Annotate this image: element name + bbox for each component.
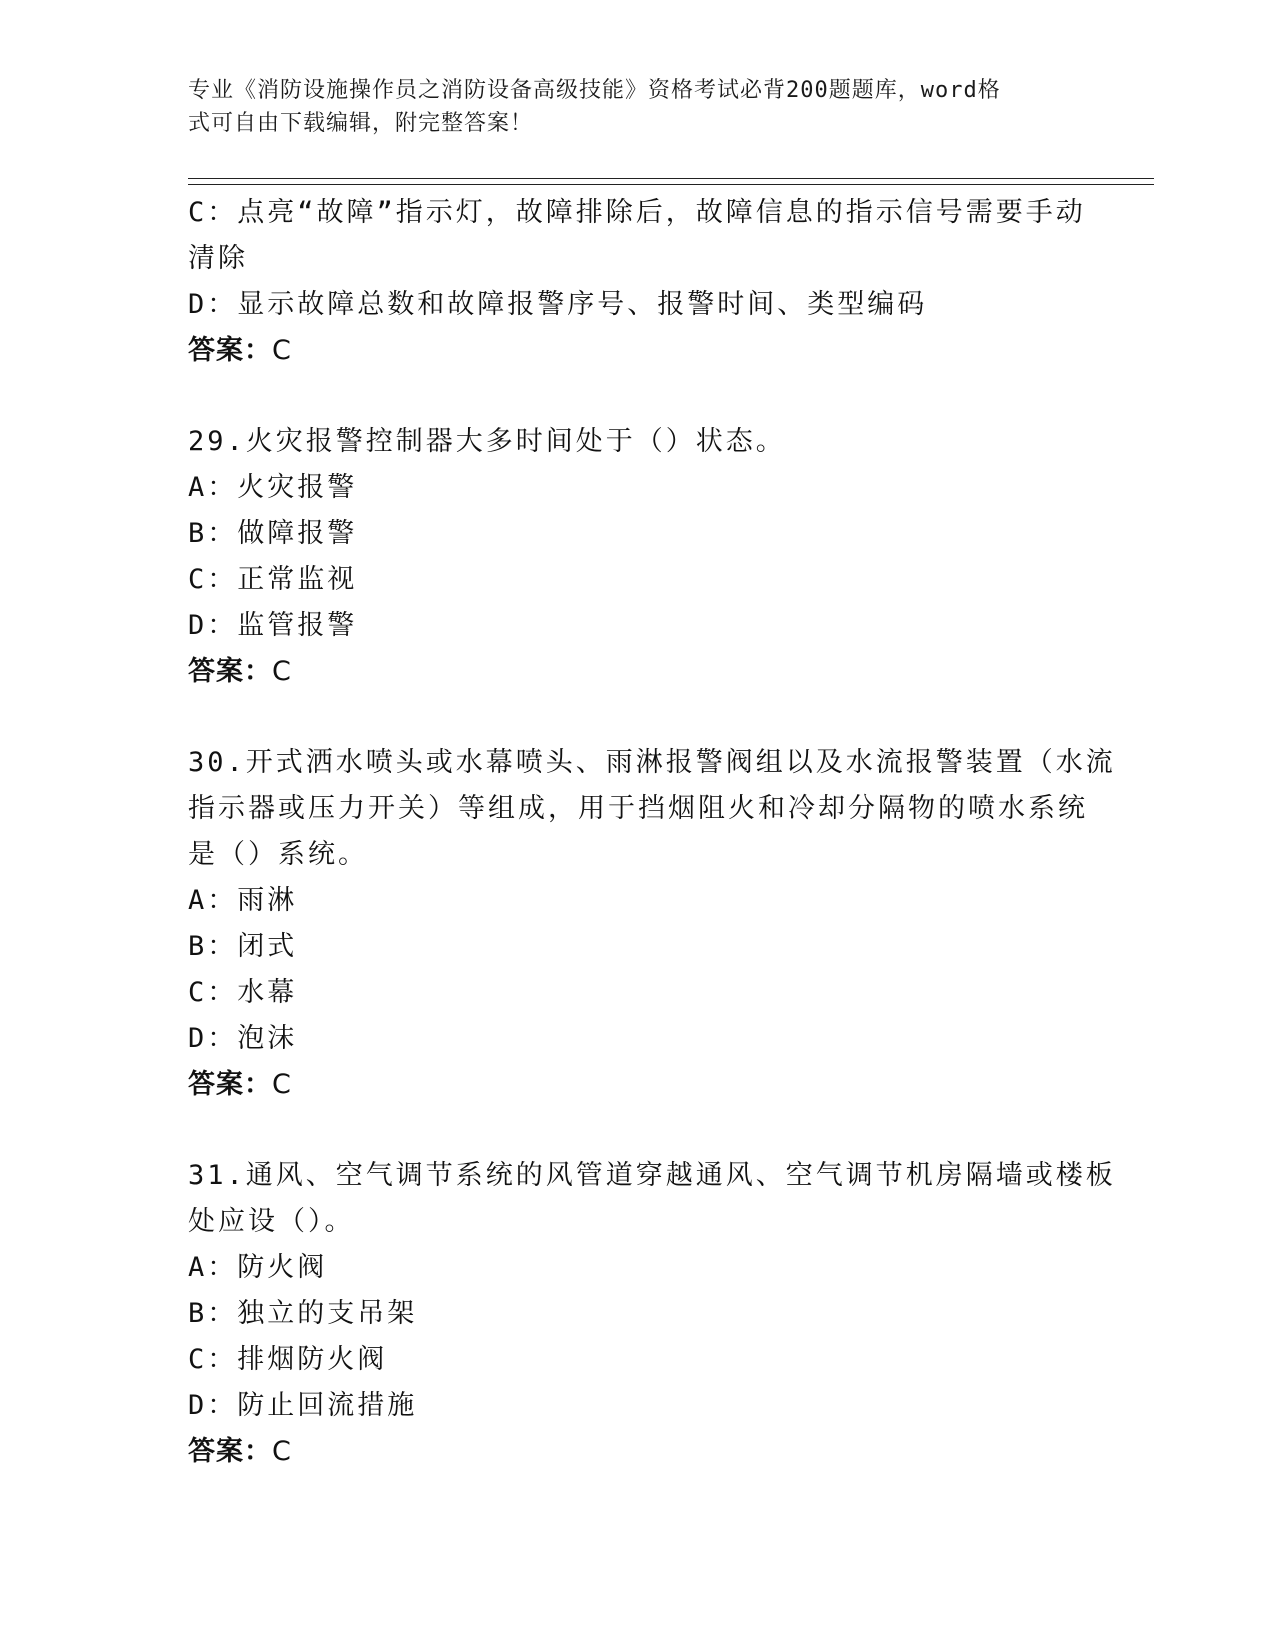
option-d: D：显示故障总数和故障报警序号、报警时间、类型编码 (188, 289, 928, 320)
question-stem-wrap: 是（）系统。 (188, 839, 368, 870)
question-29 (188, 419, 1088, 695)
question-28-continuation (188, 190, 1088, 374)
option-b: B：闭式 (188, 931, 298, 962)
spacer (188, 695, 1088, 740)
answer-label: 答案： (188, 656, 272, 687)
option-d: D：监管报警 (188, 610, 358, 641)
header-rule-top (188, 178, 1154, 179)
option-a: A：火灾报警 (188, 472, 358, 503)
answer-value: C (272, 1436, 292, 1467)
question-stem: 29.火灾报警控制器大多时间处于（）状态。 (188, 426, 786, 457)
answer-line (188, 649, 1088, 695)
option-c: C：正常监视 (188, 564, 358, 595)
question-stem: 30.开式洒水喷头或水幕喷头、雨淋报警阀组以及水流报警装置（水流 (188, 747, 1116, 778)
option-c-wrap: 清除 (188, 243, 248, 274)
question-stem: 31.通风、空气调节系统的风管道穿越通风、空气调节机房隔墙或楼板 (188, 1160, 1116, 1191)
option-d: D：防止回流措施 (188, 1390, 418, 1421)
answer-label: 答案： (188, 1436, 272, 1467)
answer-line (188, 328, 1088, 374)
answer-label: 答案： (188, 335, 272, 366)
question-content (188, 190, 1116, 1475)
header-line-1: 专业《消防设施操作员之消防设备高级技能》资格考试必背200题题库，word格 (188, 78, 1001, 103)
spacer (188, 1108, 1088, 1153)
option-c: C：排烟防火阀 (188, 1344, 388, 1375)
answer-line (188, 1062, 1088, 1108)
option-b: B：做障报警 (188, 518, 358, 549)
answer-value: C (272, 335, 292, 366)
answer-value: C (272, 656, 292, 687)
option-a: A：防火阀 (188, 1252, 328, 1283)
document-header (188, 74, 1068, 140)
spacer (188, 374, 1088, 419)
answer-line (188, 1429, 1088, 1475)
question-stem-wrap: 处应设（）。 (188, 1206, 355, 1237)
question-31 (188, 1153, 1116, 1475)
option-c: C：点亮“故障”指示灯，故障排除后，故障信息的指示信号需要手动 (188, 197, 1086, 228)
answer-value: C (272, 1069, 292, 1100)
question-30 (188, 740, 1116, 1108)
header-line-2: 式可自由下载编辑，附完整答案！ (188, 111, 534, 136)
option-d: D：泡沫 (188, 1023, 298, 1054)
question-stem-wrap: 指示器或压力开关）等组成，用于挡烟阻火和冷却分隔物的喷水系统 (188, 793, 1088, 824)
header-rule-bottom (188, 184, 1154, 185)
option-b: B：独立的支吊架 (188, 1298, 418, 1329)
option-c: C：水幕 (188, 977, 298, 1008)
option-a: A：雨淋 (188, 885, 298, 916)
answer-label: 答案： (188, 1069, 272, 1100)
